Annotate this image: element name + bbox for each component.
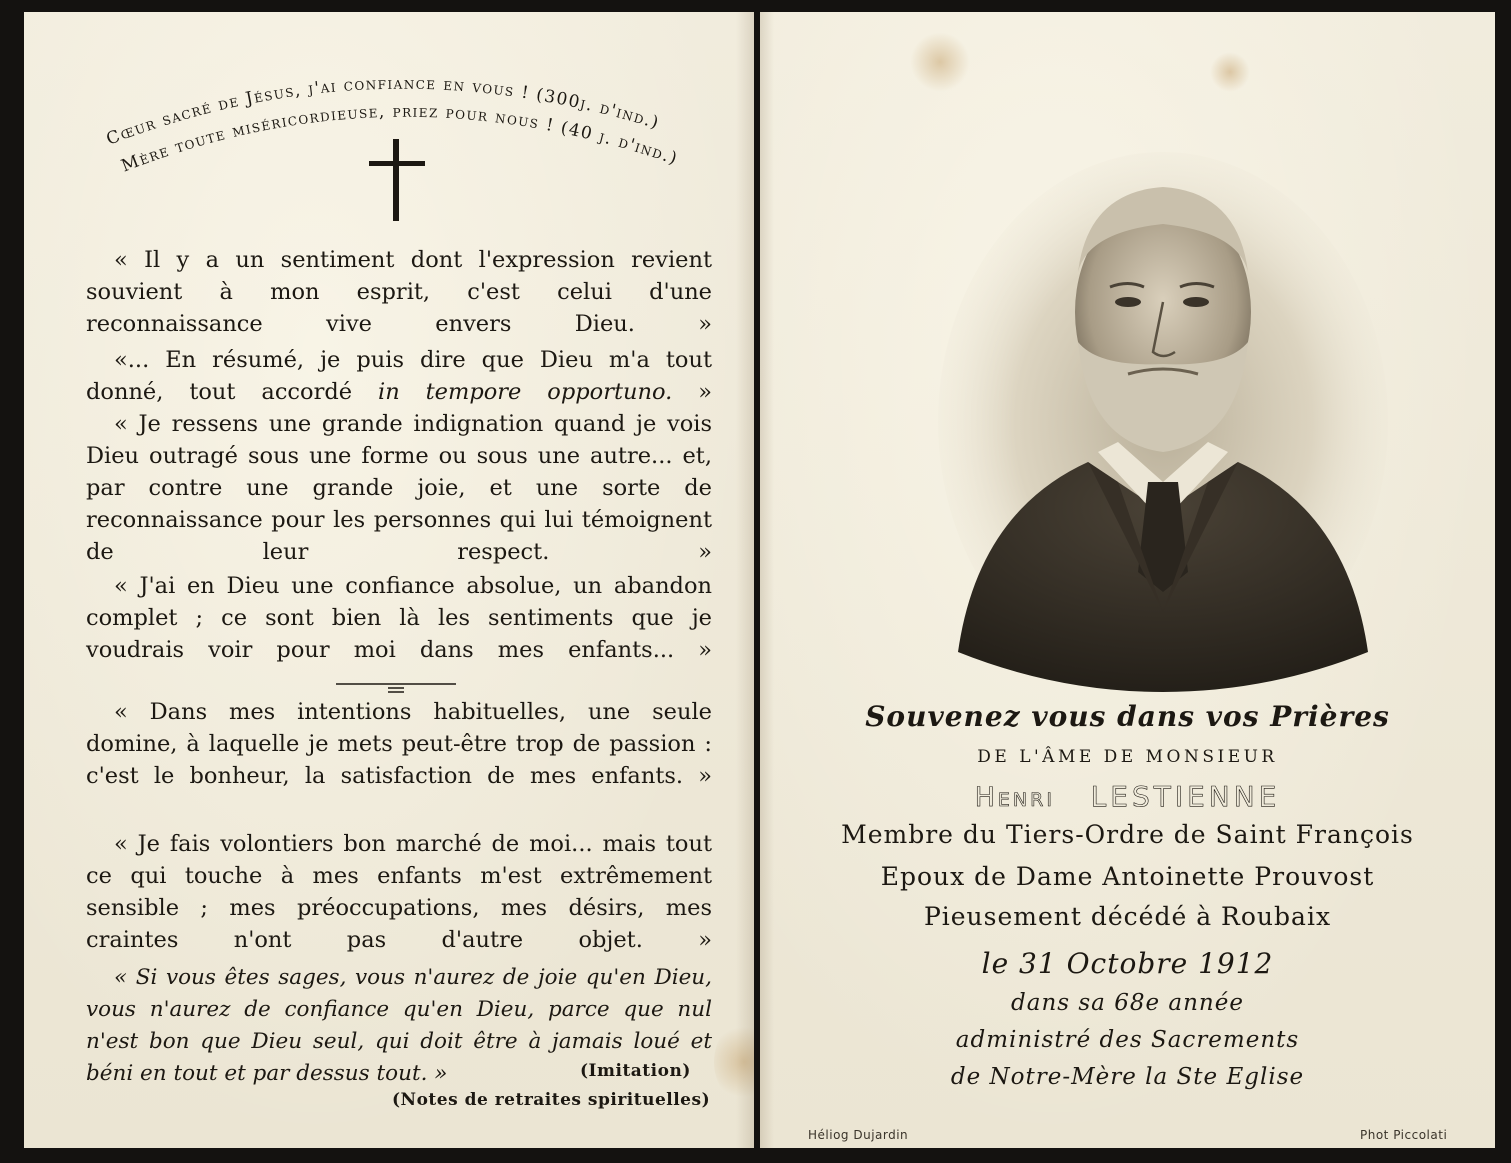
- invocation-line-1: Cœur sacré de Jésus, j'ai confiance en vous ! (300j. d'ind.): [103, 73, 663, 150]
- sacraments-line-2: de Notre-Mère la Ste Eglise: [950, 1064, 1305, 1090]
- deceased-line: Pieusement décédé à Roubaix: [923, 902, 1332, 931]
- source-imitation: (Imitation): [580, 1061, 691, 1081]
- cross-icon: [369, 139, 425, 221]
- quote-4: « J'ai en Dieu une confiance absolue, un abandon complet ; ce sont bien là les sentiments que je voudrais voir pour moi dans mes enfants... »: [86, 573, 712, 663]
- quote-7: « Si vous êtes sages, vous n'aurez de joie qu'en Dieu, vous n'aurez de confiance qu'en Dieu, parce que nul n'est bon que Dieu seul, qui doit être à jamais loué et béni en tout et par dessus tout. »: [86, 965, 712, 1086]
- last-name: LESTIENNE: [1090, 780, 1281, 813]
- spouse-line: Epoux de Dame Antoinette Prouvost: [880, 862, 1375, 891]
- invocation-line-2: Mère toute miséricordieuse, priez pour nous ! (40 j. d'ind.): [118, 101, 681, 177]
- memorial-card: [12, 10, 1497, 1150]
- quote-6: « Je fais volontiers bon marché de moi... mais tout ce qui touche à mes enfants m'est extrêmement sensible ; mes préoccupations, mes désirs, mes craintes n'ont pas d'autre objet. »: [86, 831, 712, 953]
- quote-3: « Je ressens une grande indignation quand je vois Dieu outragé sous une forme ou sous une autre... et, par contre une grande joie, et une sorte de reconnaissance pour les personnes qui lui témoignent de leur respect. »: [86, 411, 712, 565]
- right-panel: [760, 12, 1495, 1148]
- first-name: Henri: [974, 782, 1055, 813]
- left-panel: [24, 12, 754, 1148]
- credit-engraver: Héliog Dujardin: [808, 1128, 909, 1142]
- quote-1: « Il y a un sentiment dont l'expression revient souvient à mon esprit, c'est celui d'une reconnaissance vive envers Dieu. »: [86, 247, 712, 337]
- divider: [336, 678, 456, 698]
- remember-heading: Souvenez vous dans vos Prières: [865, 700, 1390, 733]
- portrait-photo: [938, 152, 1388, 692]
- credit-photographer: Phot Piccolati: [1360, 1128, 1448, 1142]
- quote-5: « Dans mes intentions habituelles, une seule domine, à laquelle je mets peut-être trop de passion : c'est le bonheur, la satisfaction de mes enfants. »: [86, 699, 712, 789]
- stain: [910, 32, 970, 92]
- death-date: le 31 Octobre 1912: [981, 947, 1274, 980]
- deceased-name: [760, 780, 1495, 813]
- source-notes: (Notes de retraites spirituelles): [392, 1090, 711, 1110]
- tiers-ordre-line: Membre du Tiers-Ordre de Saint François: [841, 820, 1414, 849]
- sacraments-line-1: administré des Sacrements: [955, 1027, 1300, 1053]
- quote-2: «... En résumé, je puis dire que Dieu m'a tout donné, tout accordé in tempore opportuno. »: [86, 347, 712, 405]
- quote-2-latin: in tempore opportuno.: [378, 379, 673, 405]
- stain: [714, 1022, 754, 1102]
- ame-line: DE L'ÂME DE MONSIEUR: [977, 747, 1278, 767]
- age-line: dans sa 68e année: [1011, 990, 1244, 1016]
- stain: [1210, 52, 1250, 92]
